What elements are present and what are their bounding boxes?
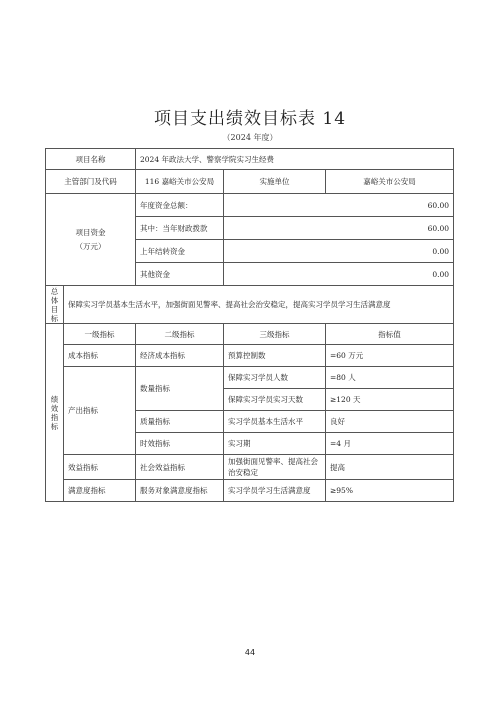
indicator-value: ≥120 天 xyxy=(326,389,454,411)
performance-target-table xyxy=(45,148,454,502)
funds-row-value: 60.00 xyxy=(224,194,454,217)
funds-label-line2: （万元） xyxy=(75,242,106,251)
funds-label-line1: 项目资金 xyxy=(75,228,106,237)
indicator-level3: 实习期 xyxy=(224,433,326,455)
indicator-level3: 保障实习学员实习天数 xyxy=(224,389,326,411)
indicator-level3: 实习学员学习生活满意度 xyxy=(224,480,326,502)
funds-row-label: 上年结转资金 xyxy=(136,240,224,263)
indicator-level2: 社会效益指标 xyxy=(136,455,224,480)
impl-unit-label: 实施单位 xyxy=(224,170,326,194)
overall-goal-label-char: 目 xyxy=(50,304,59,314)
overall-goal-label-char: 总 xyxy=(50,286,59,296)
funds-row-label: 其他资金 xyxy=(136,263,224,286)
performance-indicator-char: 标 xyxy=(50,421,59,431)
overall-goal-text: 保障实习学员基本生活水平，加强街面见警率、提高社会治安稳定，提高实习学员学习生活满意度 xyxy=(64,286,454,324)
performance-indicator-label xyxy=(46,324,64,502)
performance-indicator-char: 绩 xyxy=(50,394,59,404)
indicator-level2: 质量指标 xyxy=(136,411,224,433)
page-title: 项目支出绩效目标表 14 xyxy=(153,109,347,129)
funds-label xyxy=(46,194,136,286)
indicator-level2: 服务对象满意度指标 xyxy=(136,480,224,502)
funds-row-value: 0.00 xyxy=(224,263,454,286)
project-name-value: 2024 年政法大学、警察学院实习生经费 xyxy=(136,149,454,170)
header-level3: 三级指标 xyxy=(224,324,326,345)
indicator-value: 提高 xyxy=(326,455,454,480)
header-level1: 一级指标 xyxy=(64,324,136,345)
performance-indicator-char: 效 xyxy=(50,403,59,413)
project-name-label: 项目名称 xyxy=(46,149,136,170)
indicator-value: =80 人 xyxy=(326,367,454,389)
year-subtitle: （2024 年度） xyxy=(222,133,278,142)
indicator-value: 良好 xyxy=(326,411,454,433)
header-value: 指标值 xyxy=(326,324,454,345)
performance-indicator-char: 指 xyxy=(50,412,59,422)
impl-unit-value: 嘉峪关市公安局 xyxy=(326,170,454,194)
indicator-level2: 数量指标 xyxy=(136,367,224,411)
indicator-level3: 加强街面见警率、提高社会治安稳定 xyxy=(224,455,326,480)
indicator-value: =4 月 xyxy=(326,433,454,455)
indicator-level3: 预算控制数 xyxy=(224,345,326,367)
indicator-level1: 成本指标 xyxy=(64,345,136,367)
funds-row-label: 年度资金总额： xyxy=(136,194,224,217)
indicator-level3: 实习学员基本生活水平 xyxy=(224,411,326,433)
overall-goal-label-char: 体 xyxy=(50,295,59,305)
funds-row-label: 其中：当年财政拨款 xyxy=(136,217,224,240)
indicator-level2: 经济成本指标 xyxy=(136,345,224,367)
indicator-value: =60 万元 xyxy=(326,345,454,367)
header-level2: 二级指标 xyxy=(136,324,224,345)
indicator-value: ≥95% xyxy=(326,480,454,502)
funds-row-value: 60.00 xyxy=(224,217,454,240)
indicator-level1: 满意度指标 xyxy=(64,480,136,502)
indicator-level1: 效益指标 xyxy=(64,455,136,480)
funds-row-value: 0.00 xyxy=(224,240,454,263)
overall-goal-label xyxy=(46,286,64,324)
indicator-level1: 产出指标 xyxy=(64,367,136,455)
indicator-level2: 时效指标 xyxy=(136,433,224,455)
overall-goal-label-char: 标 xyxy=(50,313,59,323)
dept-value: 116 嘉峪关市公安局 xyxy=(136,170,224,194)
indicator-level3: 保障实习学员人数 xyxy=(224,367,326,389)
page-number: 44 xyxy=(244,648,256,657)
dept-label: 主管部门及代码 xyxy=(46,170,136,194)
